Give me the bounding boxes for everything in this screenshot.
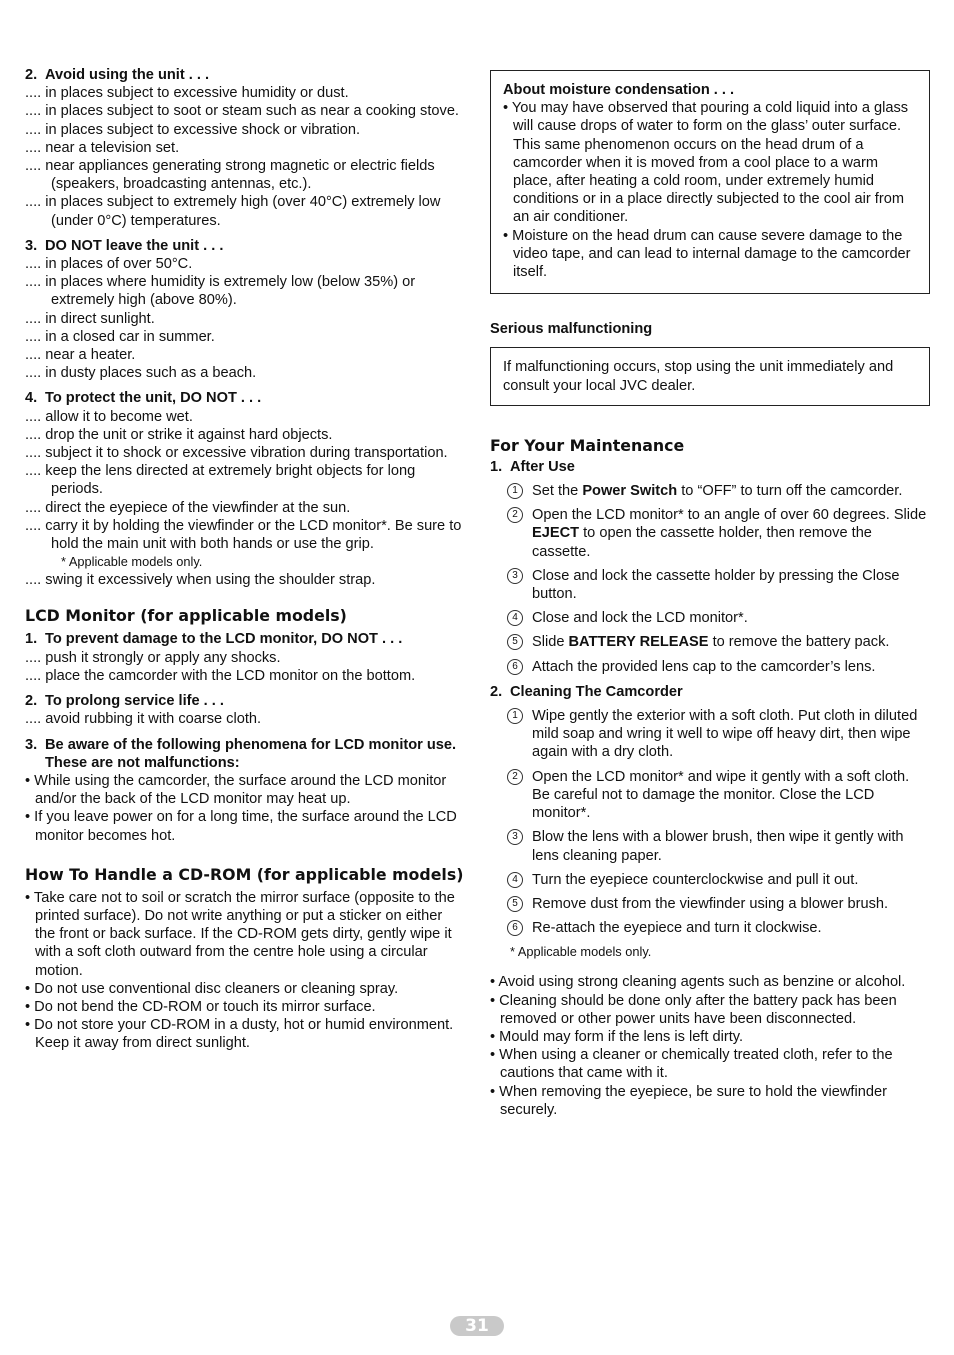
serious-box	[490, 347, 930, 405]
step-number: 2	[507, 769, 523, 785]
maintenance-title: For Your Maintenance	[490, 435, 685, 455]
bullet-item: • While using the camcorder, the surface around the LCD monitor and/or the back of the LCD monitor may heat up.	[25, 772, 447, 808]
protect-heading: 4. To protect the unit, DO NOT . . .	[25, 390, 262, 407]
step-number: 4	[507, 610, 523, 626]
list-item: .... near a television set.	[25, 139, 180, 156]
right-column	[490, 70, 930, 1119]
step-item: 1 Set the Power Switch to “OFF” to turn off the camcorder.	[507, 482, 930, 500]
do-not-leave-heading: 3. DO NOT leave the unit . . .	[25, 237, 224, 254]
applicable-note: * Applicable models only.	[61, 554, 203, 570]
lcd-section-title: LCD Monitor (for applicable models)	[25, 606, 347, 626]
list-item: .... in places of over 50°C.	[25, 256, 193, 273]
lcd-heading-1: 1. To prevent damage to the LCD monitor, DO NOT . . .	[25, 631, 403, 648]
page-number: 31	[450, 1316, 504, 1336]
cleaning-steps	[490, 707, 930, 937]
bullet-item: • When using a cleaner or chemically treated cloth, refer to the cautions that came with it.	[490, 1047, 893, 1082]
bullet-item: • Do not use conventional disc cleaners or cleaning spray.	[25, 980, 399, 997]
left-column	[25, 66, 465, 1053]
step-number: 5	[507, 896, 523, 912]
lcd-heading-2: 2. To prolong service life . . .	[25, 693, 224, 710]
list-item: .... in direct sunlight.	[25, 310, 155, 327]
step-item: 4 Turn the eyepiece counterclockwise and pull it out.	[507, 871, 930, 889]
cleaning-heading: 2. Cleaning The Camcorder	[490, 683, 683, 700]
serious-title: Serious malfunctioning	[490, 321, 653, 338]
bullet-item: • Cleaning should be done only after the battery pack has been removed or other power units have been disconnected.	[490, 992, 897, 1027]
bullet-item: • If you leave power on for a long time, the surface around the LCD monitor becomes hot.	[25, 809, 457, 844]
bullet-item: • When removing the eyepiece, be sure to hold the viewfinder securely.	[490, 1083, 887, 1118]
list-item: .... in places where humidity is extremely low (below 35%) or extremely high (above 80%).	[25, 274, 416, 309]
step-item: 4 Close and lock the LCD monitor*.	[507, 609, 930, 627]
step-item: 1 Wipe gently the exterior with a soft cloth. Put cloth in diluted mild soap and wring it well to wipe off heavy dirt, then wipe again with a dry cloth.	[507, 707, 930, 762]
step-number: 6	[507, 659, 523, 675]
after-use-heading: 1. After Use	[490, 458, 575, 475]
step-number: 4	[507, 872, 523, 888]
step-item: 2 Open the LCD monitor* to an angle of over 60 degrees. Slide EJECT to open the cassette holder, then remove the cassette.	[507, 506, 930, 561]
cdrom-section-title: How To Handle a CD-ROM (for applicable models)	[25, 864, 464, 884]
step-item: 6 Attach the provided lens cap to the camcorder’s lens.	[507, 658, 930, 676]
list-item: .... keep the lens directed at extremely bright objects for long periods.	[25, 463, 416, 498]
step-number: 3	[507, 829, 523, 845]
bullet-item: • Avoid using strong cleaning agents such as benzine or alcohol.	[490, 974, 906, 991]
list-item: .... in places subject to soot or steam such as near a cooking stove.	[25, 103, 459, 120]
step-item: 5 Remove dust from the viewfinder using a blower brush.	[507, 895, 930, 913]
list-item: .... in a closed car in summer.	[25, 328, 215, 345]
applicable-note: * Applicable models only.	[510, 944, 652, 960]
bullet-item: • You may have observed that pouring a cold liquid into a glass will cause drops of water to form on the glass’ outer surface. This same phenomenon occurs on the head drum of a camcorder when it is moved from a cool place to a warm place, after heating a cold room, under extremely humid conditions or in a place directly subjected to the cool air from an air conditioner.	[503, 100, 909, 226]
step-item: 3 Blow the lens with a blower brush, then wipe it gently with lens cleaning paper.	[507, 828, 930, 864]
moisture-title: About moisture condensation . . .	[503, 82, 735, 98]
lcd-heading-3: 3. Be aware of the following phenomena for LCD monitor use. These are not malfunctions:	[25, 736, 457, 771]
list-item: .... push it strongly or apply any shocks.	[25, 649, 281, 666]
bullet-item: • Do not store your CD-ROM in a dusty, hot or humid environment. Keep it away from direct sunlight.	[25, 1017, 454, 1052]
bullet-item: • Do not bend the CD-ROM or touch its mirror surface.	[25, 998, 376, 1015]
list-item: .... in places subject to excessive humidity or dust.	[25, 85, 349, 102]
list-item: .... place the camcorder with the LCD monitor on the bottom.	[25, 667, 416, 684]
step-item: 3 Close and lock the cassette holder by pressing the Close button.	[507, 567, 930, 603]
step-item: 5 Slide BATTERY RELEASE to remove the battery pack.	[507, 633, 930, 651]
list-item: .... subject it to shock or excessive vibration during transportation.	[25, 445, 448, 462]
maintenance-bullets	[490, 973, 930, 1119]
step-number: 1	[507, 483, 523, 499]
avoid-heading: 2. Avoid using the unit . . .	[25, 67, 210, 83]
bullet-item: • Mould may form if the lens is left dirty.	[490, 1028, 744, 1045]
step-item: 6 Re-attach the eyepiece and turn it clockwise.	[507, 919, 930, 937]
step-item: 2 Open the LCD monitor* and wipe it gently with a soft cloth. Be careful not to damage the monitor. Close the LCD monitor*.	[507, 768, 930, 823]
list-item: .... allow it to become wet.	[25, 408, 193, 425]
step-number: 5	[507, 634, 523, 650]
list-item: .... in places subject to excessive shock or vibration.	[25, 121, 361, 138]
step-number: 1	[507, 708, 523, 724]
step-number: 2	[507, 507, 523, 523]
list-item: .... direct the eyepiece of the viewfinder at the sun.	[25, 499, 351, 516]
list-item: .... avoid rubbing it with coarse cloth.	[25, 711, 262, 728]
bullet-item: • Moisture on the head drum can cause severe damage to the video tape, and can lead to internal damage to the camcorder itself.	[503, 227, 911, 281]
list-item: .... near a heater.	[25, 347, 136, 364]
serious-text: If malfunctioning occurs, stop using the unit immediately and consult your local JVC dealer.	[503, 359, 894, 394]
after-use-steps	[490, 482, 930, 676]
list-item: .... drop the unit or strike it against hard objects.	[25, 426, 333, 443]
list-item: .... carry it by holding the viewfinder or the LCD monitor*. Be sure to hold the main unit with both hands or use the grip.	[25, 517, 462, 553]
list-item: .... in places subject to extremely high (over 40°C) extremely low (under 0°C) temperatures.	[25, 194, 441, 229]
step-number: 3	[507, 568, 523, 584]
list-item: .... in dusty places such as a beach.	[25, 365, 257, 382]
list-item: .... swing it excessively when using the shoulder strap.	[25, 572, 376, 589]
step-number: 6	[507, 920, 523, 936]
moisture-box	[490, 70, 930, 294]
list-item: .... near appliances generating strong magnetic or electric fields (speakers, broadcasting antennas, etc.).	[25, 158, 435, 193]
bullet-item: • Take care not to soil or scratch the mirror surface (opposite to the printed surface). Do not write anything or put a sticker on either the front or back surface. If the CD-ROM gets dirty, gently wipe it with a soft cloth outward from the centre hole using a circular motion.	[25, 889, 455, 979]
